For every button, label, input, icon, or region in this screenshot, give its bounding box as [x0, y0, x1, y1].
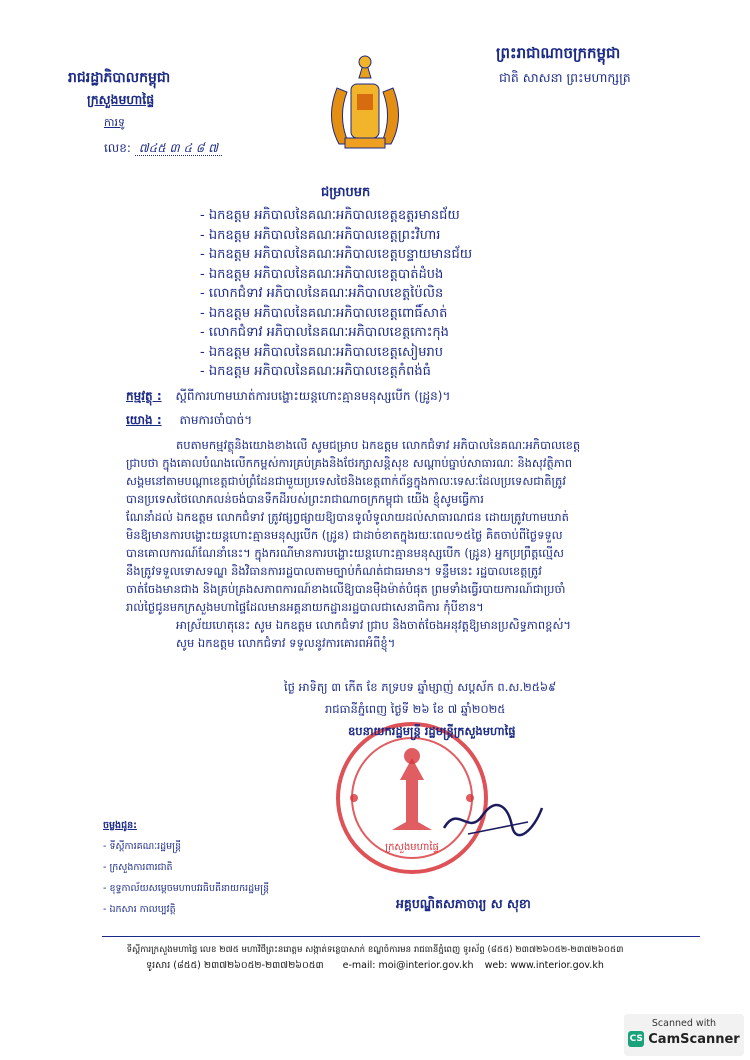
- watermark-brand: CamScanner: [648, 1031, 740, 1047]
- signatory-name: អគ្គបណ្ឌិតសភាចារ្យ ស សុខា: [396, 896, 531, 911]
- footer-contact: [60, 959, 690, 972]
- cc-item: - ខុទ្ទកាល័យសម្តេចមហាបវរធិបតីនាយករដ្ឋមន្ត្រី: [103, 883, 270, 894]
- footer-web[interactable]: web: www.interior.gov.kh: [484, 960, 604, 971]
- solar-date: រាជធានីភ្នំពេញ ថ្ងៃទី ២៦ ខែ ៧ ឆ្នាំ២០២៥: [325, 702, 506, 716]
- header-right-line1: ព្រះរាជាណាចក្រកម្ពុជា: [496, 44, 621, 62]
- recipient-item: - ឯកឧត្តម អភិបាលនៃគណៈអភិបាលខេត្តកំពង់ធំ: [200, 364, 431, 379]
- recipient-item: - ឯកឧត្តម អភិបាលនៃគណៈអភិបាលខេត្តឧត្តរមានជ័យ: [200, 208, 460, 223]
- recipients-list: [200, 206, 472, 382]
- body-line: ជ្រាបថា ក្នុងគោលបំណងលើកកម្ពស់ការគ្រប់គ្រងនិងថែរក្សាសន្តិសុខ សណ្តាប់ធ្នាប់សាធារណៈ និងសុវត្ថិភាព: [126, 456, 573, 470]
- recipient-item: - ឯកឧត្តម អភិបាលនៃគណៈអភិបាលខេត្តសៀមរាប: [200, 344, 443, 360]
- camscanner-logo-icon: CS: [628, 1031, 644, 1047]
- lunar-date: ថ្ងៃ អាទិត្យ ៣ កើត ខែ ភទ្របទ ឆ្នាំម្សាញ់ សប្តស័ក ព.ស.២៥៦៩: [284, 680, 557, 694]
- camscanner-watermark: [624, 1014, 744, 1056]
- header-left-line1: រាជរដ្ឋាភិបាលកម្ពុជា: [68, 70, 171, 86]
- body-line: រាល់ថ្ងៃជូនមកក្រសួងមហាផ្ទៃដែលមានអគ្គនាយកដ្ឋានរដ្ឋបាលជាសេនាធិការ កុំបីខាន។: [126, 600, 484, 614]
- recipient-item: - ឯកឧត្តម អភិបាលនៃគណៈអភិបាលខេត្តពោធិ៍សាត់: [200, 305, 448, 321]
- watermark-brand-row: [624, 1031, 744, 1047]
- header-left-line2: ក្រសួងមហាផ្ទៃ: [87, 92, 155, 107]
- official-seal-icon: [332, 718, 492, 878]
- header-right-line2: ជាតិ សាសនា ព្រះមហាក្សត្រ: [499, 70, 631, 85]
- ref-number: ៧៤៥ ៣ ៤ ៨ ៧: [135, 141, 222, 156]
- recipient-item: - ឯកឧត្តម អភិបាលនៃគណៈអភិបាលខេត្តបាត់ដំបង: [200, 266, 444, 282]
- signatory-title: ឧបនាយករដ្ឋមន្ត្រី រដ្ឋមន្ត្រីក្រសួងមហាផ្ទៃ: [348, 724, 516, 738]
- subject-label: កម្មវត្ថុ :: [126, 389, 162, 403]
- recipient-item: - ឯកឧត្តម អភិបាលនៃគណៈអភិបាលខេត្តព្រះវិហារ: [200, 227, 441, 243]
- cc-label: ចម្លងជូន:: [103, 820, 137, 831]
- footer-address: ទីស្តីការក្រសួងមហាផ្ទៃ លេខ ២៧៥ មហាវិថីព្រះនរោត្តម សង្កាត់ទន្លេបាសាក់ ខណ្ឌចំការមន រាជធានីភ្នំពេញ ទូរស័ព្ទ (៨៥៥) ២៣៧២៦០៥២-២៣៧២៦០៥៣: [126, 945, 624, 955]
- footer-email[interactable]: e-mail: moi@interior.gov.kh: [342, 960, 474, 971]
- header-left-line3: ការទូ: [104, 116, 125, 129]
- footer: [60, 944, 690, 972]
- watermark-line1: Scanned with: [651, 1018, 717, 1029]
- body-line: មិនឱ្យមានការបង្ហោះយន្តហោះគ្មានមនុស្សបើក (ដ្រូន) ជាដាច់ខាតក្នុងរយៈពេល១៥ថ្ងៃ គិតចាប់ពីថ្ងៃទទួល: [126, 528, 563, 542]
- reference-label: យោង :: [126, 413, 162, 427]
- closing-line: អាស្រ័យហេតុនេះ សូម ឯកឧត្តម លោកជំទាវ ជ្រាប និងចាត់ចែងអនុវត្តឱ្យមានប្រសិទ្ធភាពខ្ពស់។: [176, 618, 572, 632]
- cc-item: - ឯកសារ កាលប្បវត្តិ: [103, 904, 176, 915]
- footer-rule: [102, 936, 700, 937]
- footer-fax: ទូរសារ (៨៥៥) ២៣៧២៦០៥២-២៣៧២៦០៥៣: [146, 960, 324, 971]
- body-line: សង្គមនៅតាមបណ្តាខេត្តជាប់ព្រំដែនជាមួយប្រទេសថៃនិងខេត្តពាក់ព័ន្ធក្នុងកាលៈទេសៈដែលប្រទេសជាតិត្រូវ: [126, 474, 566, 488]
- recipient-item: - ឯកឧត្តម អភិបាលនៃគណៈអភិបាលខេត្តបន្ទាយមានជ័យ: [200, 247, 473, 262]
- body-line: បានគោលការណ៍ណែនាំនេះ។ ក្នុងករណីមានការបង្ហោះយន្តហោះគ្មានមនុស្សបើក (ដ្រូន) អ្នកប្រព្រឹត្តល្មើស: [126, 546, 564, 560]
- recipient-item: - លោកជំទាវ អភិបាលនៃគណៈអភិបាលខេត្តកោះកុង: [200, 325, 449, 340]
- recipients-title: ជម្រាបមក: [321, 185, 371, 200]
- ref-label: លេខ:: [104, 141, 131, 155]
- body-text: [126, 436, 706, 652]
- closing-line: សូម ឯកឧត្តម លោកជំទាវ ទទួលនូវការគោរពអំពីខ្ញុំ។: [176, 636, 396, 650]
- subject-row: [126, 388, 450, 406]
- royal-emblem-icon: [315, 48, 415, 158]
- seal-text: ក្រសួងមហាផ្ទៃ: [385, 842, 439, 853]
- reference-text: តាមការចាំបាច់។: [179, 413, 253, 427]
- body-line: ចាត់ចែងមានជាង និងគ្រប់គ្រងសភាពការណ៍ខាងលើឱ្យបានម៉ឺងម៉ាត់បំផុត ព្រមទាំងធ្វើរបាយការណ៍ជាប្រចាំ: [126, 582, 566, 596]
- body-line: បានប្រទេសថៃលោភលន់ចង់បានទឹកដីរបស់ព្រះរាជាណាចក្រកម្ពុជា យើង ខ្ញុំសូមធ្វើការ: [126, 492, 484, 506]
- reference-row: [126, 412, 252, 430]
- recipient-item: - លោកជំទាវ អភិបាលនៃគណៈអភិបាលខេត្តប៉ៃលិន: [200, 286, 444, 301]
- reference-number-row: [104, 140, 222, 158]
- body-line: ណែនាំដល់ ឯកឧត្តម លោកជំទាវ ត្រូវផ្សព្វផ្សាយឱ្យបានទូលំទូលាយដល់សាធារណជន ដោយត្រូវហាមឃាត់: [126, 510, 569, 524]
- signature-icon: [438, 800, 548, 840]
- cc-block: [103, 818, 269, 917]
- cc-item: - ទីស្តីការគណៈរដ្ឋមន្ត្រី: [103, 841, 182, 852]
- subject-text: ស្តីពីការហាមឃាត់ការបង្ហោះយន្តហោះគ្មានមនុស្សបើក (ដ្រូន)។: [175, 389, 451, 403]
- body-line: នឹងត្រូវទទួលទោសទណ្ឌ និងវិធានការរដ្ឋបាលតាមច្បាប់កំណត់ជាធរមាន។ ទន្ទឹមនេះ រដ្ឋបាលខេត្តត្រូវ: [126, 564, 542, 578]
- cc-item: - ក្រសួងការពារជាតិ: [103, 862, 173, 873]
- body-line: តបតាមកម្មវត្ថុនិងយោងខាងលើ សូមជម្រាប ឯកឧត្តម លោកជំទាវ អភិបាលនៃគណៈអភិបាលខេត្ត: [176, 438, 581, 452]
